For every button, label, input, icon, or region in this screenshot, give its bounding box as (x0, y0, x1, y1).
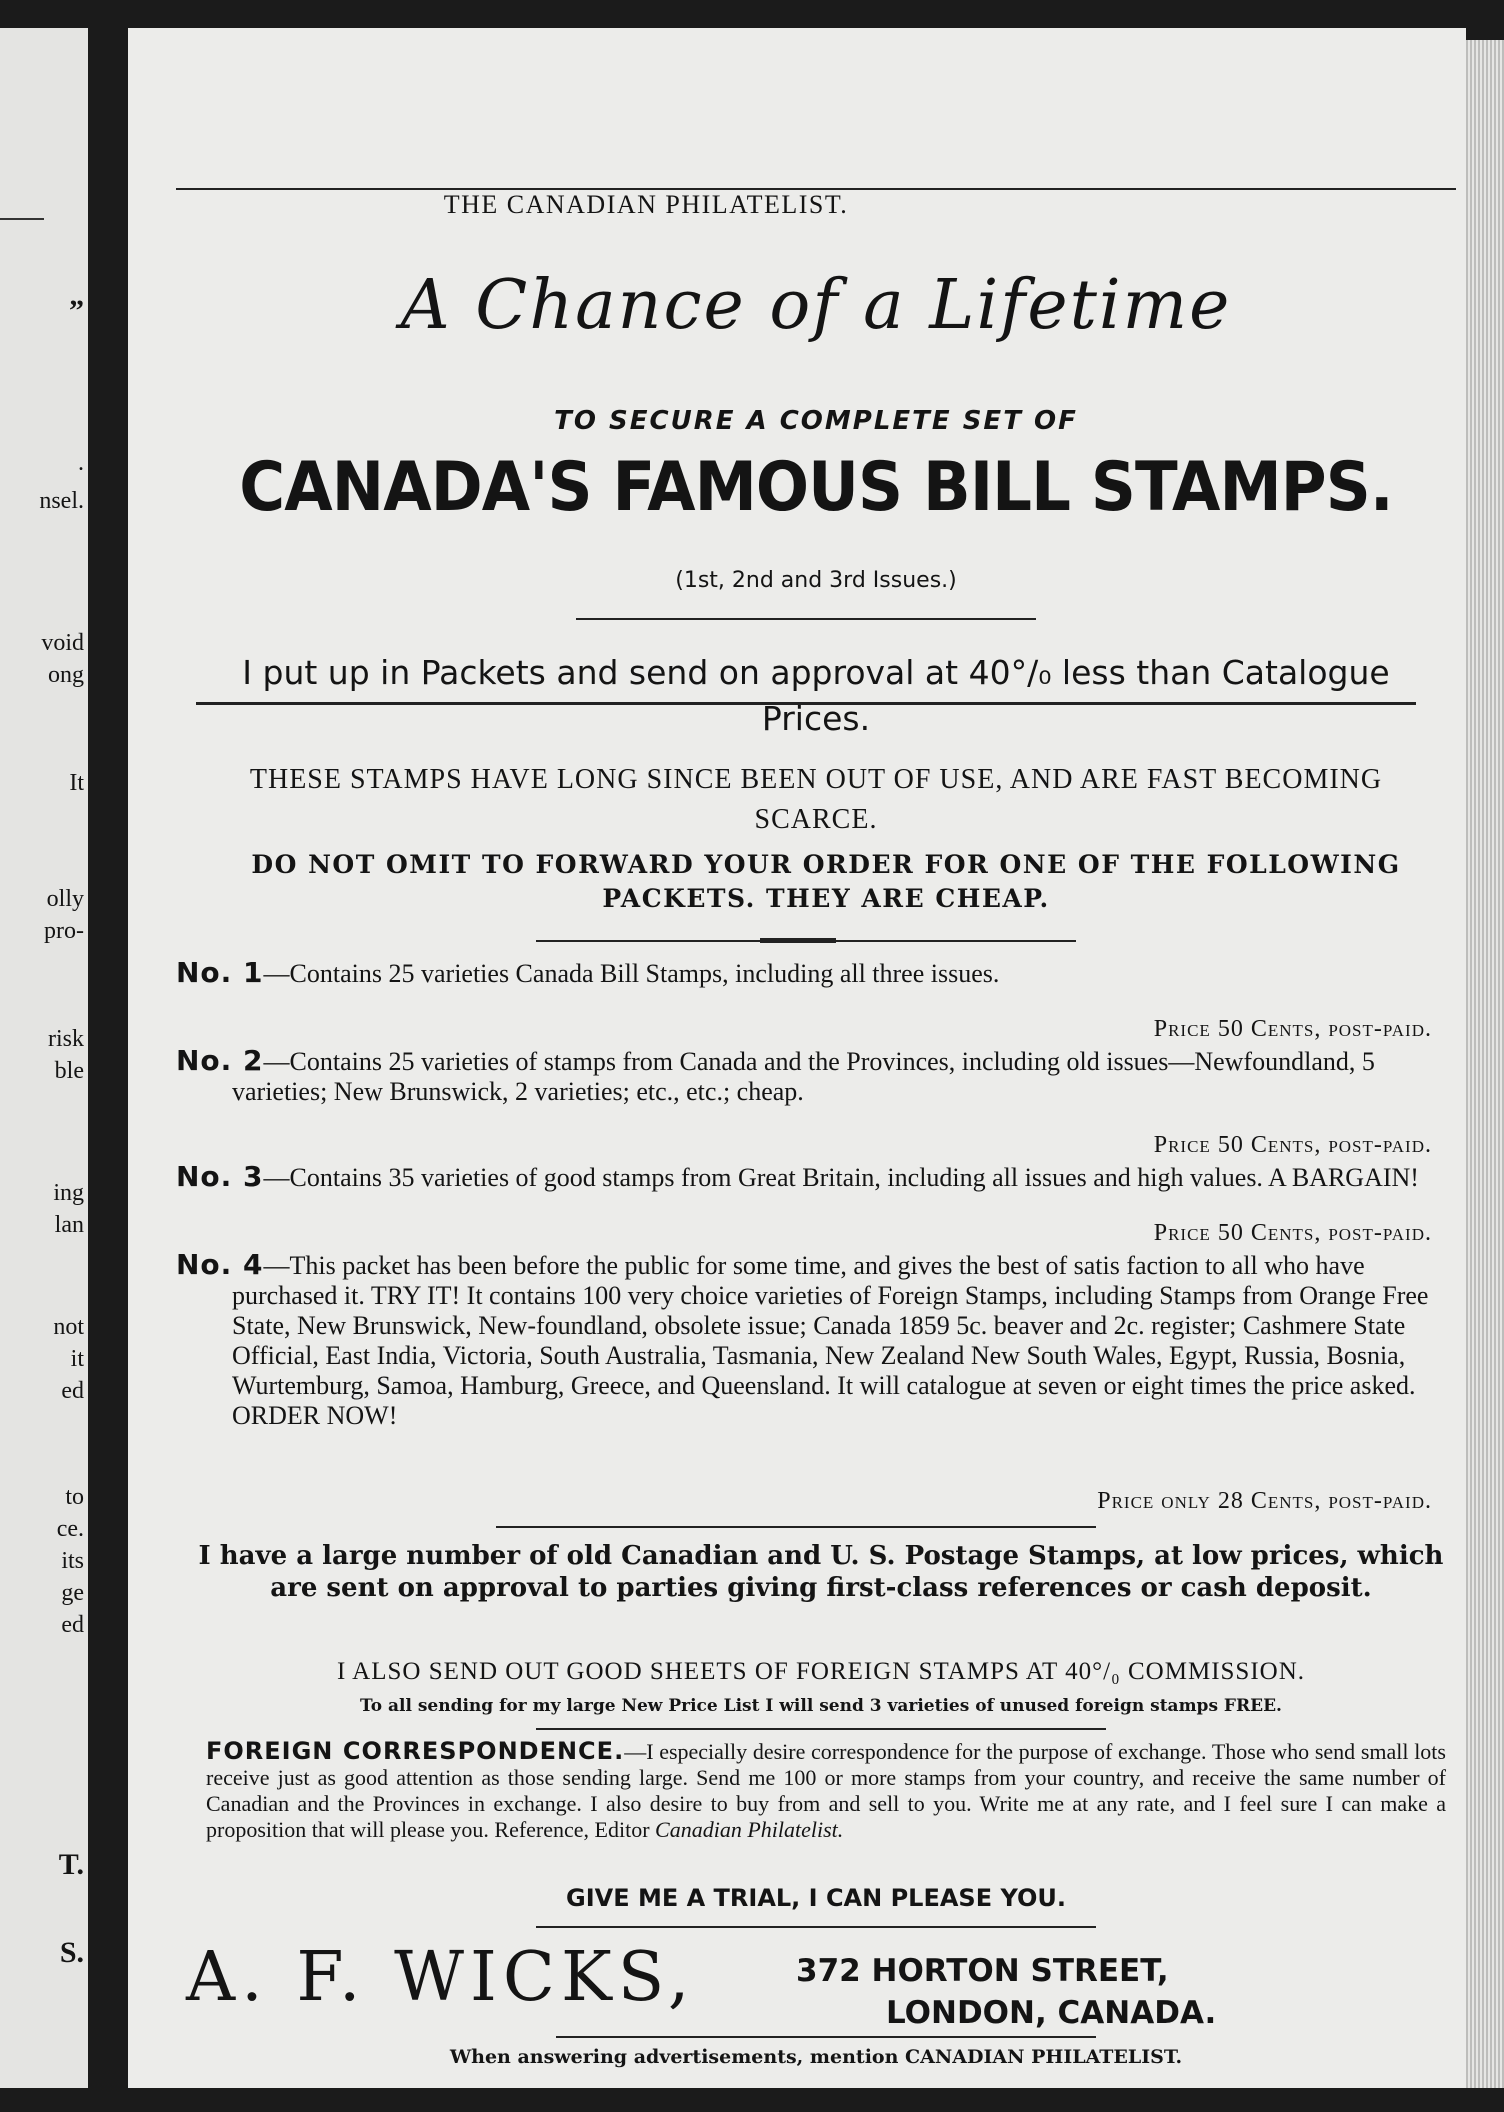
packet-description: —Contains 35 varieties of good stamps from Great Britain, including all issues and high values. A BARGAIN! (263, 1163, 1419, 1192)
divider (576, 618, 1036, 620)
facing-page-fragment: risk (48, 1026, 84, 1052)
facing-page-fragment: lan (54, 1212, 84, 1238)
order-prompt: DO NOT OMIT TO FORWARD YOUR ORDER FOR ONE OF THE FOLLOWING PACKETS. THEY ARE CHEAP. (251, 850, 1401, 913)
headline (176, 266, 1456, 345)
packet-number: No. 1 (176, 956, 264, 989)
statement-underline (196, 702, 1416, 705)
divider (556, 2036, 1096, 2038)
facing-page-fragment: T. (58, 1848, 84, 1881)
advertiser-name: A. F. WICKS, (186, 1938, 696, 2017)
packet-4-price: Price only 28 Cents, post-paid. (1097, 1488, 1432, 1514)
packet-3-price: Price 50 Cents, post-paid. (1153, 1220, 1432, 1246)
foreign-correspondence (206, 1738, 1446, 1843)
packet-description: —This packet has been before the public for some time, and gives the best of satis faction to all who have purchased it. TRY IT! It contains 100 very choice varieties of Foreign Stamps, including Stamps from Orange Free State, New Brunswick, New-foundland, obsolete issue; Canada 1859 5c. beaver and 2c. register; Cashmere State Official, East India, Victoria, South Australia, Tasmania, New Zealand New South Wales, Egypt, Russia, Bosnia, Wurtemburg, Samoa, Hamburg, Greece, and Queensland. It will catalogue at seven or eight times the price asked. ORDER NOW! (232, 1251, 1429, 1430)
packet-description: —Contains 25 varieties of stamps from Canada and the Provinces, including old issues—Newfoundland, 5 varieties; New Brunswick, 2 varieties; etc., etc.; cheap. (232, 1047, 1375, 1106)
out-of-use-note: THESE STAMPS HAVE LONG SINCE BEEN OUT OF USE, AND ARE FAST BECOMING SCARCE. (249, 764, 1383, 835)
facing-page-fragment: it (70, 1346, 84, 1372)
foreign-sheets-offer: I ALSO SEND OUT GOOD SHEETS OF FOREIGN STAMPS AT 40°/₀ COMMISSION. (336, 1658, 1306, 1685)
packet-number: No. 2 (176, 1044, 264, 1077)
facing-page-fragment: olly (46, 886, 84, 912)
approval-statement: I put up in Packets and send on approval at 40°/₀ less than Catalogue Prices. (242, 653, 1390, 738)
advertisement-page (128, 28, 1466, 2088)
packet-2 (176, 1046, 1446, 1107)
foreign-text: —I especially desire correspondence for the purpose of exchange. Those who send small lots receive just as good attention as those sending large. Send me 100 or more stamps from your country, and receive the same number of Canadian and the Provinces in exchange. I also desire to buy from and sell to you. Write me at any rate, and I feel sure I can make a proposition that will please you. Reference, Editor (206, 1739, 1446, 1842)
facing-page-fragment: It (69, 770, 84, 796)
packet-number: No. 4 (176, 1248, 264, 1281)
facing-page-fragment: void (41, 630, 84, 656)
facing-page-fragment: ble (54, 1058, 84, 1084)
issues-note: (1st, 2nd and 3rd Issues.) (675, 568, 957, 593)
packet-description: —Contains 25 varieties Canada Bill Stamps, including all three issues. (263, 959, 1000, 988)
facing-page-fragment: nsel. (39, 488, 84, 514)
facing-page-fragment: S. (59, 1936, 84, 1969)
facing-page-edge (0, 28, 88, 2088)
main-title: CANADA'S FAMOUS BILL STAMPS. (239, 448, 1393, 527)
facing-page-fragment: ong (48, 662, 84, 688)
facing-page-fragment: ed (61, 1378, 84, 1404)
divider-accent (760, 938, 836, 943)
footer-notice: When answering advertisements, mention CANADIAN PHILATELIST. (449, 2046, 1183, 2068)
facing-page-fragment: ce. (56, 1516, 84, 1542)
facing-page-fragment: to (65, 1484, 84, 1510)
price-list-offer: To all sending for my large New Price List I will send 3 varieties of unused foreign stamps FREE. (360, 1696, 1282, 1716)
page-content (176, 28, 1456, 2088)
packet-1-price: Price 50 Cents, post-paid. (1153, 1016, 1432, 1042)
address-line-1: 372 HORTON STREET, (796, 1953, 1169, 1989)
facing-page-fragment: ed (61, 1612, 84, 1638)
facing-page-rule (0, 218, 44, 220)
packet-number: No. 3 (176, 1160, 264, 1193)
packet-4 (176, 1250, 1446, 1431)
facing-page-fragment: its (61, 1548, 84, 1574)
facing-page-fragment: not (53, 1314, 84, 1340)
facing-page-fragment: ” (69, 294, 84, 327)
divider (536, 1926, 1096, 1928)
packet-3 (176, 1162, 1446, 1193)
running-title: THE CANADIAN PHILATELIST. (443, 190, 849, 219)
trial-slogan: GIVE ME A TRIAL, I CAN PLEASE YOU. (566, 1884, 1066, 1912)
page-stack-edge (1466, 40, 1504, 2088)
headline-text: A Chance of a Lifetime (400, 266, 1232, 345)
address-line-2: LONDON, CANADA. (886, 1995, 1217, 2031)
facing-page-fragment: . (78, 450, 84, 476)
divider (496, 1526, 1096, 1528)
facing-page-fragment: pro- (44, 918, 84, 944)
postage-stamps-offer: I have a large number of old Canadian and U. S. Postage Stamps, at low prices, which are sent on approval to parties giving first-class references or cash deposit. (198, 1541, 1444, 1603)
divider (536, 1728, 1106, 1730)
foreign-lead: FOREIGN CORRESPONDENCE. (206, 1737, 625, 1765)
packet-1 (176, 958, 1446, 989)
packet-2-price: Price 50 Cents, post-paid. (1153, 1132, 1432, 1158)
subhead: TO SECURE A COMPLETE SET OF (554, 406, 1078, 436)
advertiser-address (796, 1950, 1456, 2034)
foreign-reference: Canadian Philatelist. (655, 1817, 844, 1842)
facing-page-fragment: ge (61, 1580, 84, 1606)
facing-page-fragment: ing (53, 1180, 84, 1206)
